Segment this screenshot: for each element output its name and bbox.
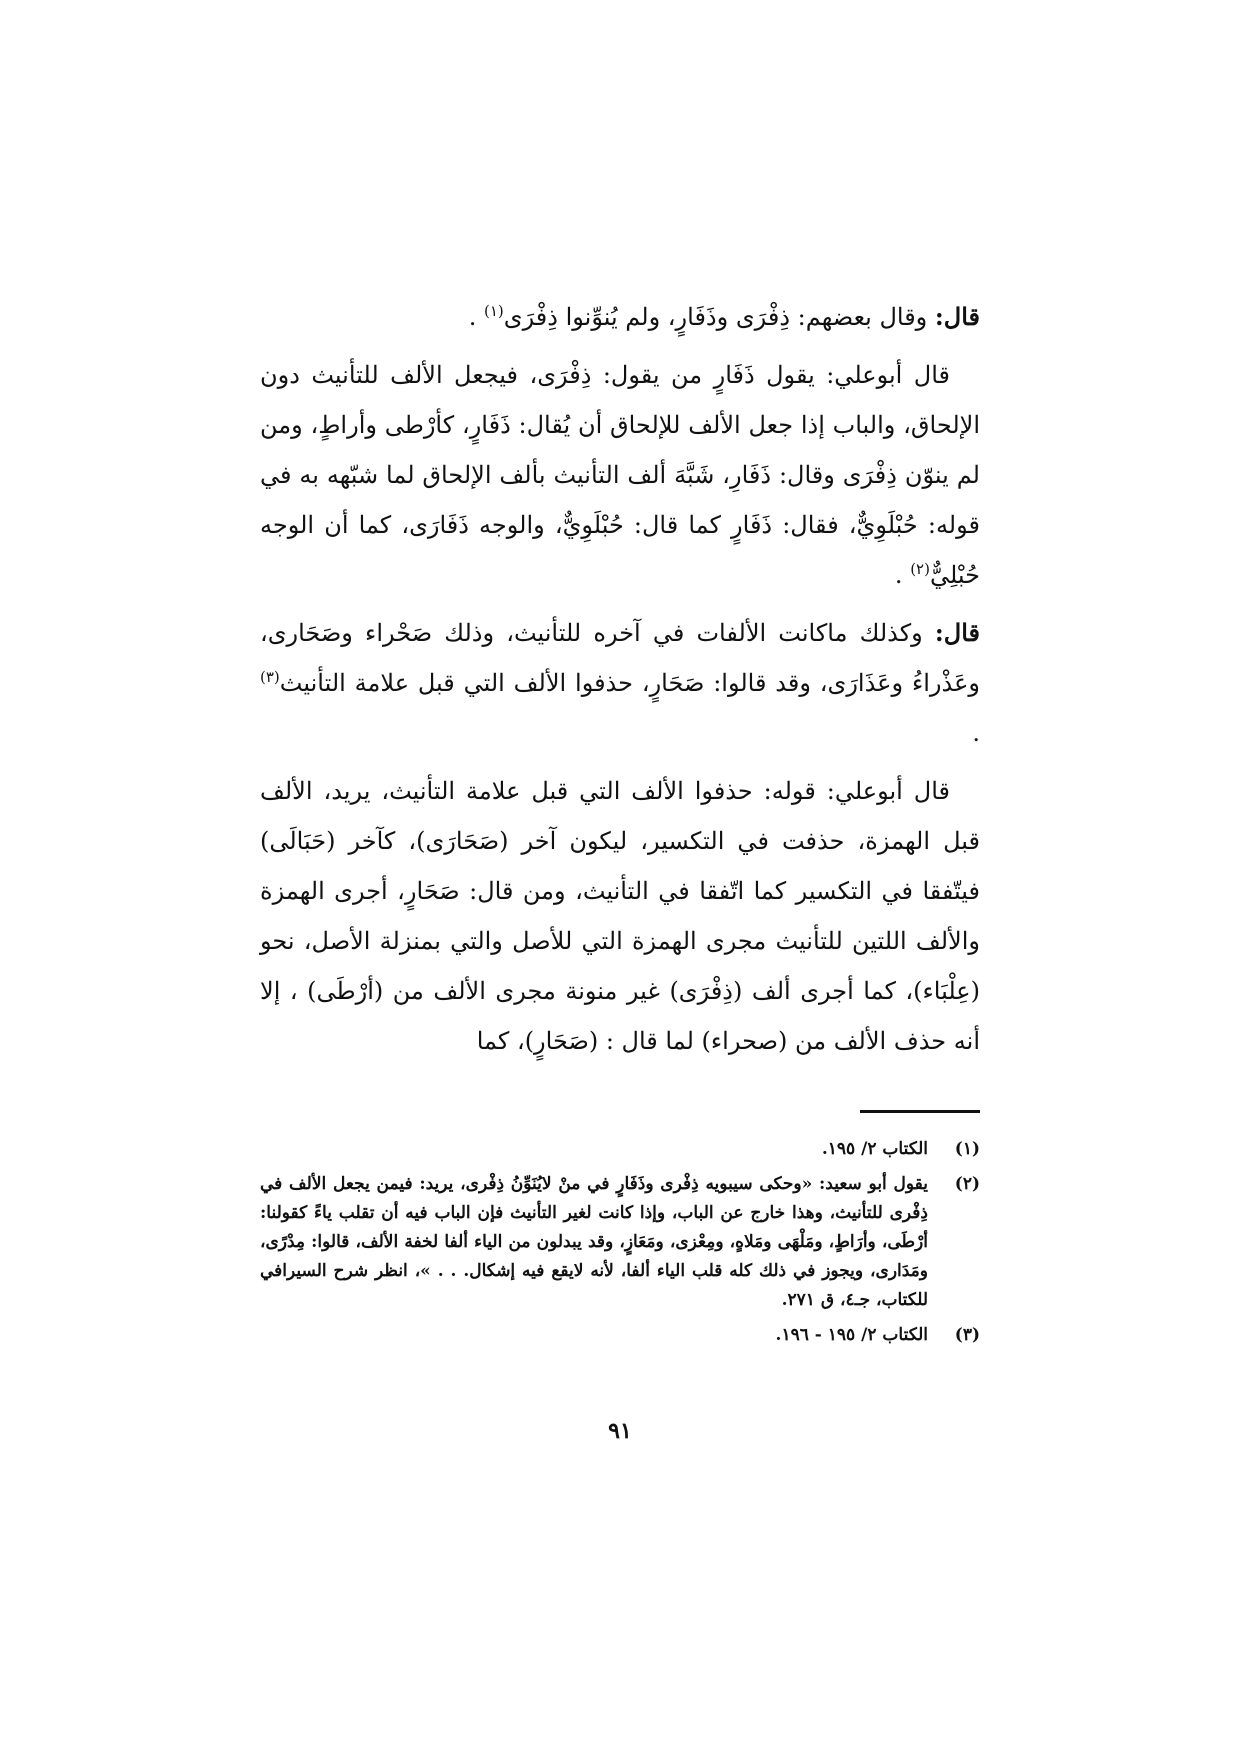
main-text — [260, 292, 980, 1074]
footnotes — [260, 1135, 980, 1356]
paragraph-tail: . — [468, 303, 484, 331]
page-number: ٩١ — [608, 1418, 632, 1444]
paragraph-2 — [260, 350, 980, 600]
footnote-text: يقول أبو سعيد: «وحكى سيبويه ذِفْرى وذَفَارٍ في منْ لايُنَوِّنُ ذِفْرى، يريد: فيمن يجعل الألف في ذِفْرى للتأنيث، وهذا خارج عن الباب، وإذا كانت لغير التأنيث فإن الباب فيه أن تقلب ياءً كقولنا: أرْطَى، وأرَاطٍ، ومَلْهَى ومَلاهٍ، ومِعْزى، ومَعَازٍ، وقد يبدلون من الياء ألفا لخفة الألف، قالوا: مِدْرًى، ومَدَارى، ويجوز في ذلك كله قلب الياء ألفا، لأنه لايقع فيه إشكال. . . »، انظر شرح السيرافي للكتاب، جـ٤، ق ٢٧١. — [260, 1174, 928, 1310]
footnote-number: (٢) — [954, 1174, 980, 1194]
paragraph-text: وكذلك ماكانت الألفات في آخره للتأنيث، وذلك صَحْراء وصَحَارى، وعَذْراءُ وعَذَارَى، وقد قالوا: صَحَارٍ، حذفوا الألف التي قبل علامة التأنيث — [260, 619, 980, 697]
footnote-item — [260, 1135, 980, 1164]
footnote-number: (١) — [954, 1139, 980, 1159]
paragraph-tail: . — [972, 719, 980, 747]
footnote-ref-2: (٢) — [910, 560, 930, 578]
paragraph-text: قال أبوعلي: قوله: حذفوا الألف التي قبل علامة التأنيث، يريد، الألف قبل الهمزة، حذفت في التكسير، ليكون آخر (صَحَارَى)، كآخر (حَبَالَى) فيتّفقا في التكسير كما اتّفقا في التأنيث، ومن قال: صَحَارٍ، أجرى الهمزة والألف اللتين للتأنيث مجرى الهمزة التي للأصل والتي بمنزلة الأصل، نحو (عِلْبَاء)، كما أجرى ألف (ذِفْرَى) غير منونة مجرى الألف من (أرْطَى) ، إلا أنه حذف الألف من (صحراء) لما قال : (صَحَارٍ)، كما — [260, 777, 980, 1055]
paragraph-text: قال أبوعلي: يقول ذَفَارٍ من يقول: ذِفْرَى، فيجعل الألف للتأنيث دون الإلحاق، والباب إذا جعل الألف للإلحاق أن يُقال: ذَفَارٍ، كأرْطى وأراطٍ، ومن لم ينوّن ذِفْرَى وقال: ذَفَارِ، شَبَّهَ ألف التأنيث بألف الإلحاق لما شبّهه به في قوله: حُبْلَوِيٌّ، فقال: ذَفَارٍ كما قال: حُبْلَوِيٌّ، والوجه ذَفَارَى، كما أن الوجه حُبْلِيٌّ — [260, 361, 980, 589]
paragraph-4 — [260, 766, 980, 1066]
footnote-text: الكتاب ٢/ ١٩٥ - ١٩٦. — [775, 1325, 928, 1345]
footnote-item — [260, 1170, 980, 1315]
footnote-separator — [860, 1110, 980, 1113]
paragraph-3 — [260, 608, 980, 758]
footnote-ref-1: (١) — [484, 302, 504, 320]
paragraph-lead: قال: — [934, 302, 980, 331]
paragraph-lead: قال: — [934, 618, 980, 647]
footnote-text: الكتاب ٢/ ١٩٥. — [821, 1139, 928, 1159]
footnote-ref-3: (٣) — [260, 668, 280, 686]
footnote-number: (٣) — [954, 1325, 980, 1345]
footnote-item — [260, 1321, 980, 1350]
paragraph-tail: . — [894, 561, 911, 589]
paragraph-text: وقال بعضهم: ذِفْرَى وذَفَارٍ، ولم يُنوِّنوا ذِفْرَى — [503, 303, 935, 331]
paragraph-1 — [260, 292, 980, 342]
